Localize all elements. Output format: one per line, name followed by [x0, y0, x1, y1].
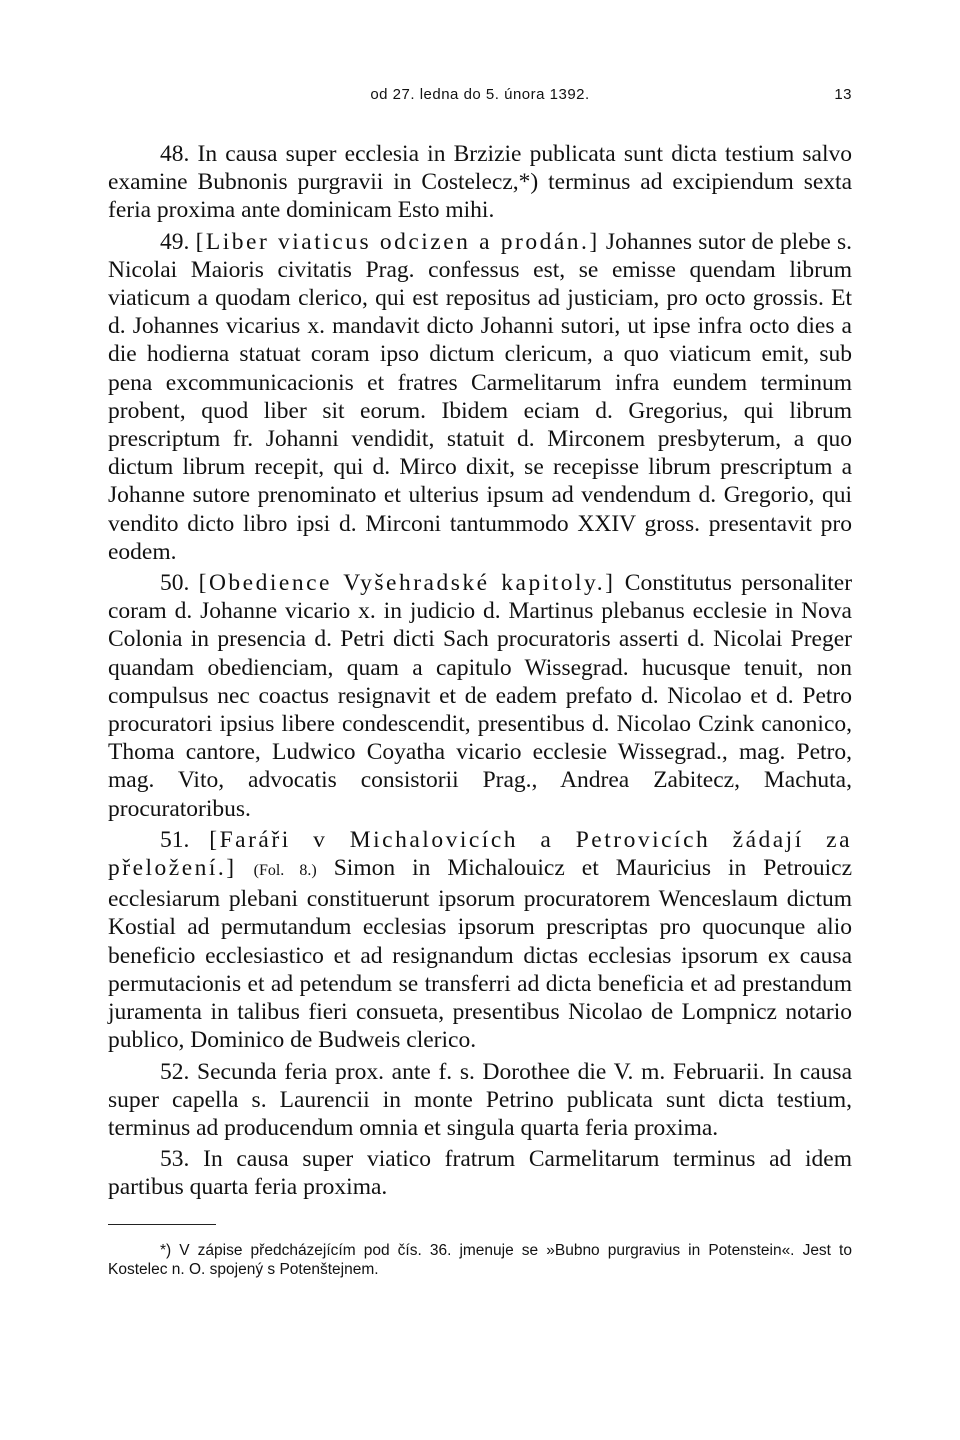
entry-title: [Obedience Vyšehradské kapitoly.] [198, 570, 616, 597]
page-number: 13 [834, 86, 852, 103]
entry-text: In causa super ecclesia in Brzizie publicata sunt dicta testium salvo examine Bubnonis purgravii in Costelecz,*) terminus ad excipiendum sexta feria proxima ante dominicam Esto mihi. [108, 141, 852, 224]
entry-number: 50. [160, 570, 190, 597]
running-title: od 27. ledna do 5. února 1392. [370, 86, 590, 103]
entry-number: 51. [160, 826, 190, 853]
entry-53 [108, 1145, 852, 1201]
entry-title: [Faráři v Michalovicích a Petrovicích žádají za přeložení.] [108, 826, 852, 882]
entry-number: 53. [160, 1146, 190, 1173]
entry-text: Secunda feria prox. ante f. s. Dorothee die V. m. Februarii. In causa super capella s. Laurencii in monte Petrino publicata sunt dicta testium, terminus ad producendum omnia et singula quarta feria proxima. [108, 1058, 852, 1141]
entry-number: 52. [160, 1058, 190, 1085]
entry-49 [108, 228, 852, 566]
document-body [108, 140, 852, 1202]
entry-text: Simon in Michalouicz et Mauricius in Petrouicz ecclesiarum plebani constituerunt ipsorum procuratorem Wenceslaum dictum Kostial ad permutandum ecclesias ipsorum prescriptas pro quocunque alio beneficio ecclesiastico et ad resignandum dictas ecclesias ipsorum ex causa permutacionis et ad petendum se transferri ad dicta beneficia et ad prestandum juramenta in talibus fieri consueta, presentibus Nicolao de Lompnicz notario publico, Dominico de Budweis clerico. [108, 855, 852, 1054]
folio-note: (Fol. 8.) [253, 862, 317, 880]
entry-title: [Liber viaticus odcizen a prodán.] [195, 228, 600, 255]
footnote-divider [108, 1224, 216, 1225]
entry-52 [108, 1058, 852, 1143]
document-page [108, 86, 852, 1279]
footnotes [108, 1224, 852, 1279]
running-header [108, 86, 852, 112]
footnote: *) V zápise předcházejícím pod čís. 36. jmenuje se »Bubno purgravius in Potenstein«. Jest to Kostelec n. O. spojený s Potenštejnem. [108, 1241, 852, 1278]
entry-51 [108, 826, 852, 1055]
entry-number: 49. [160, 228, 190, 255]
entry-text: Constitutus personaliter coram d. Johanne vicario x. in judicio d. Martinus plebanus ecclesie in Nova Colonia in presencia d. Petri dicti Sach procuratoris asserti d. Nicolai Preger quandam obedienciam, quam a capitulo Wissegrad. hucusque tenuit, non compulsus nec coactus resignavit et de eadem prefato d. Nicolao et d. Petro procuratori ipsius libere condescendit, presentibus d. Nicolao Czink canonico, Thoma cantore, Ludwico Coyatha vicario ecclesie Wissegrad., mag. Petro, mag. Vito, advocatis consistorii Prag., Andrea Zabitecz, Machuta, procuratoribus. [108, 570, 853, 822]
entry-48 [108, 140, 852, 225]
entry-text: Johannes sutor de plebe s. Nicolai Maioris civitatis Prag. confessus est, se emisse quendam librum viaticum a quodam clerico, qui est repositus ad justiciam, pro octo grossis. Et d. Johannes vicarius x. mandavit dicto Johanni sutori, ut ipse infra octo dies a die hodierna statuat coram ipso dictum clericum, a quo viaticum emit, sub pena excommunicacionis et fratres Carmelitarum infra eundem terminum probent, quod liber sit eorum. Ibidem eciam d. Gregorius, qui librum prescriptum fr. Johanni vendidit, statuit d. Mirconem presbyterum, a quo dictum librum recepit, qui d. Mirco dixit, se recepisse librum prescriptum a Johanne sutore prenominato et ulterius ipsum ad vendendum d. Gregorio, qui vendito dicto libro ipsi d. Mirconi tantummodo XXIV gross. presentavit pro eodem. [108, 228, 853, 565]
entry-number: 48. [160, 141, 190, 167]
entry-text: In causa super viatico fratrum Carmelitarum terminus ad idem partibus quarta feria proxima. [108, 1146, 853, 1201]
entry-50 [108, 569, 852, 823]
